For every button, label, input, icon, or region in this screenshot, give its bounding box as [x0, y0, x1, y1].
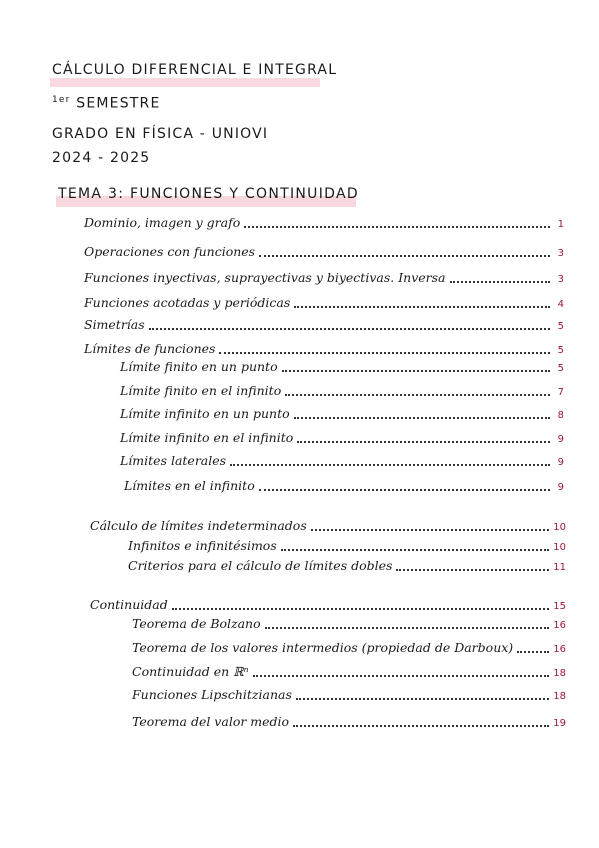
- toc-page: 18: [553, 668, 566, 679]
- toc-leader: [230, 464, 550, 466]
- semester-label: SEMESTRE: [76, 95, 161, 112]
- toc-entry: [84, 317, 564, 332]
- year-line: 2024 - 2025: [52, 150, 151, 166]
- toc-leader: [297, 441, 550, 443]
- toc-leader: [259, 489, 550, 491]
- toc-entry: [120, 453, 564, 468]
- toc-entry: [84, 244, 564, 259]
- toc-entry: [120, 383, 564, 398]
- toc-page: 7: [557, 387, 564, 398]
- toc-page: 4: [557, 299, 564, 310]
- toc-page: 1: [557, 219, 564, 230]
- toc-entry: [120, 430, 564, 445]
- toc-leader: [253, 675, 550, 677]
- toc-leader: [265, 627, 550, 629]
- degree-line: GRADO EN FÍSICA - UNIOVI: [52, 126, 269, 142]
- toc-label: Continuidad en ℝⁿ: [132, 664, 249, 679]
- toc-label: Simetrías: [84, 317, 145, 332]
- toc-page: 3: [557, 274, 564, 285]
- toc-entry: [128, 558, 566, 573]
- toc-page: 10: [553, 542, 566, 553]
- toc-label: Funciones acotadas y periódicas: [84, 295, 291, 310]
- toc-leader: [282, 370, 550, 372]
- toc-label: Teorema de Bolzano: [132, 616, 261, 631]
- semester-ordinal: 1er: [52, 95, 71, 105]
- toc-page: 15: [553, 601, 566, 612]
- toc-label: Teorema del valor medio: [132, 714, 290, 729]
- toc-entry: [124, 478, 564, 493]
- toc-leader: [294, 417, 550, 419]
- toc-entry: [132, 687, 566, 702]
- toc-leader: [293, 725, 549, 727]
- toc-page: 9: [557, 457, 564, 468]
- toc-label: Teorema de los valores intermedios (propiedad de Darboux): [132, 640, 514, 655]
- toc-page: 9: [557, 434, 564, 445]
- toc-entry: [90, 597, 566, 612]
- toc-label: Límites de funciones: [84, 341, 216, 356]
- toc-label: Funciones Lipschitzianas: [132, 687, 292, 702]
- toc-leader: [219, 352, 550, 354]
- toc-page: 5: [557, 363, 564, 374]
- toc-entry: [84, 270, 564, 285]
- toc-entry: [120, 406, 564, 421]
- toc-label: Dominio, imagen y grafo: [84, 215, 241, 230]
- toc-page: 11: [553, 562, 566, 573]
- toc-entry: [84, 295, 564, 310]
- toc-page: 5: [557, 345, 564, 356]
- toc-page: 19: [553, 718, 566, 729]
- toc-leader: [294, 306, 550, 308]
- toc-entry: [132, 616, 566, 631]
- toc-label: Infinitos e infinitésimos: [128, 538, 277, 553]
- toc-entry: [132, 664, 566, 679]
- toc-page: 16: [553, 620, 566, 631]
- toc-leader: [450, 281, 551, 283]
- toc-entry: [132, 640, 566, 655]
- toc-page: 8: [557, 410, 564, 421]
- toc-leader: [259, 255, 550, 257]
- course-title: CÁLCULO DIFERENCIAL E INTEGRAL: [52, 62, 338, 78]
- toc-leader: [296, 698, 549, 700]
- toc-label: Operaciones con funciones: [84, 244, 256, 259]
- toc-label: Funciones inyectivas, suprayectivas y biyectivas. Inversa: [84, 270, 446, 285]
- toc-entry: [84, 215, 564, 230]
- toc-label: Continuidad: [90, 597, 168, 612]
- toc-label: Límite finito en un punto: [120, 359, 278, 374]
- toc-page: 10: [553, 522, 566, 533]
- toc-label: Límite infinito en el infinito: [120, 430, 294, 445]
- toc-leader: [281, 549, 550, 551]
- toc-label: Límites en el infinito: [124, 478, 255, 493]
- toc-entry: [120, 359, 564, 374]
- toc-label: Cálculo de límites indeterminados: [90, 518, 307, 533]
- toc-entry: [128, 538, 566, 553]
- toc-entry: [84, 341, 564, 356]
- toc-leader: [396, 569, 549, 571]
- toc-label: Criterios para el cálculo de límites dobles: [128, 558, 393, 573]
- toc-leader: [311, 529, 550, 531]
- toc-leader: [172, 608, 550, 610]
- title-highlight: [50, 78, 320, 87]
- toc-label: Límites laterales: [120, 453, 227, 468]
- semester-line: [52, 95, 161, 112]
- toc-page: 18: [553, 691, 566, 702]
- toc-page: 5: [557, 321, 564, 332]
- toc-leader: [285, 394, 550, 396]
- toc-leader: [149, 328, 550, 330]
- toc-page: 16: [553, 644, 566, 655]
- toc-entry: [132, 714, 566, 729]
- toc-leader: [244, 226, 550, 228]
- section-title: TEMA 3: FUNCIONES Y CONTINUIDAD: [58, 186, 359, 202]
- toc-page: 3: [557, 248, 564, 259]
- toc-label: Límite infinito en un punto: [120, 406, 290, 421]
- toc-entry: [90, 518, 566, 533]
- toc-page: 9: [557, 482, 564, 493]
- toc-label: Límite finito en el infinito: [120, 383, 282, 398]
- toc-leader: [517, 651, 549, 653]
